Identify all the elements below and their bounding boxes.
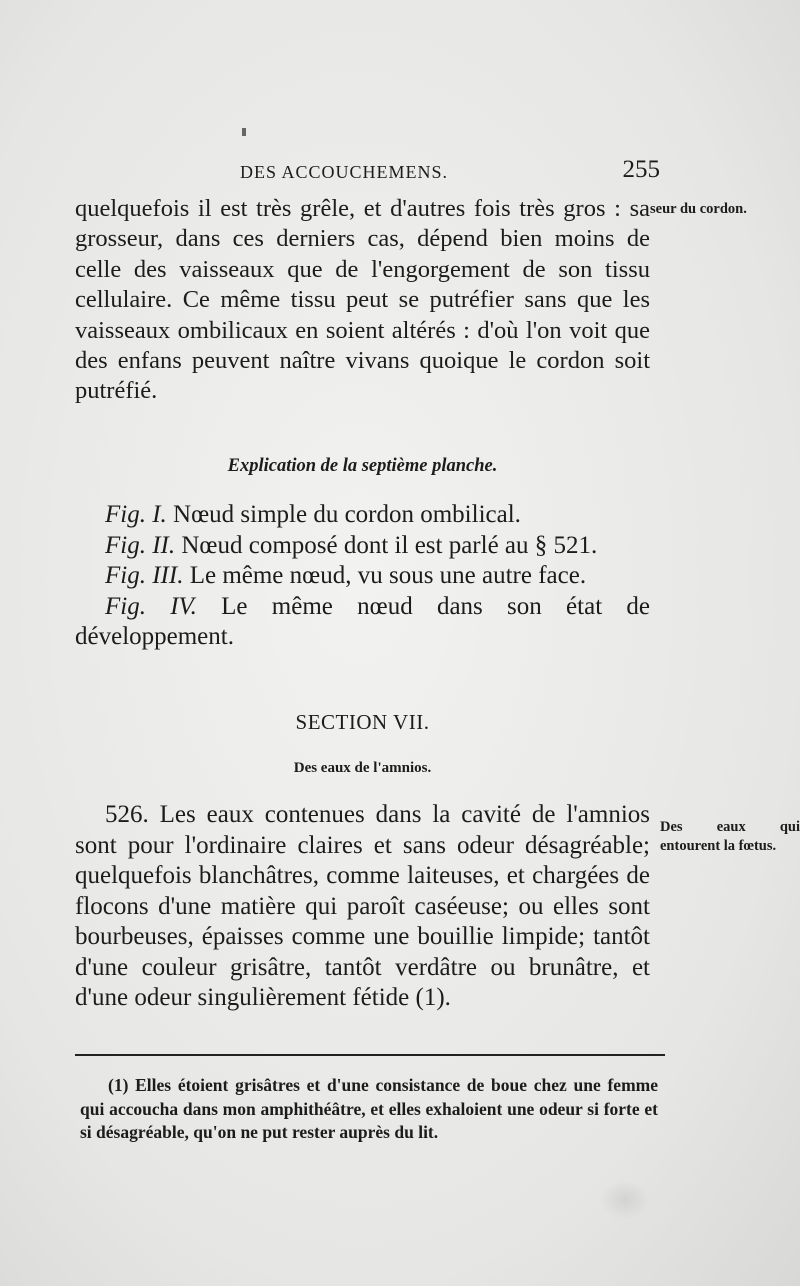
figure-text: Nœud composé dont il est parlé au § 521. xyxy=(175,531,598,559)
ink-mark xyxy=(242,128,246,136)
figure-label: Fig. II. xyxy=(105,531,176,559)
figure-text: Nœud simple du cordon ombilical. xyxy=(166,501,521,528)
footnote-rule xyxy=(75,1054,665,1056)
figure-item xyxy=(75,531,650,562)
figure-text: Le même nœud dans son état de développement. xyxy=(75,592,651,650)
figure-item xyxy=(75,592,650,653)
margin-note-eaux: Des eaux qui entourent la fœtus. xyxy=(660,819,800,854)
paragraph-cordon: quelquefois il est très grêle, et d'autres fois très gros : sa grosseur, dans ces derniers cas, dépend bien moins de celle des vaisseaux que de l'engorgement de son tissu cellulaire. Ce même tissu peut se putréfier sans que les vaisseaux ombilicaux en soient altérés : d'où l'on voit que des enfans peuvent naître vivans quoique le cordon soit putréfié. xyxy=(75,195,650,405)
figure-label: Fig. IV. xyxy=(105,592,197,620)
plate-caption-title: Explication de la septième planche. xyxy=(227,456,498,476)
page-smudge xyxy=(600,1180,650,1220)
margin-note-cordon: seur du cordon. xyxy=(650,201,747,217)
figure-item xyxy=(75,500,650,531)
section-title: SECTION VII. xyxy=(295,710,430,734)
section-subtitle: Des eaux de l'amnios. xyxy=(293,760,432,776)
figure-label: Fig. III. xyxy=(105,562,184,589)
page-number: 255 xyxy=(622,156,660,183)
footnote: (1) Elles étoient grisâtres et d'une consistance de boue chez une femme qui accoucha dans mon amphithéâtre, et elles exhaloient une odeur si forte et si désagréable, qu'on ne put rester auprès du lit. xyxy=(80,1075,658,1142)
figure-list xyxy=(75,500,650,653)
figure-label: Fig. I. xyxy=(105,501,167,528)
figure-text: Le même nœud, vu sous une autre face. xyxy=(183,562,587,589)
paragraph-526: 526. Les eaux contenues dans la cavité de l'amnios sont pour l'ordinaire claires et sans odeur désagréable; quelquefois blanchâtres, comme laiteuses, et chargées de flocons d'une matière qui paroît caséeuse; ou elles sont bourbeuses, épaisses comme une bouillie limpide; tantôt d'une couleur grisâtre, tantôt verdâtre ou brunâtre, et d'une odeur singulièrement fétide (1). xyxy=(75,801,650,1011)
figure-item xyxy=(75,561,650,592)
running-title: DES ACCOUCHEMENS. xyxy=(240,162,449,182)
